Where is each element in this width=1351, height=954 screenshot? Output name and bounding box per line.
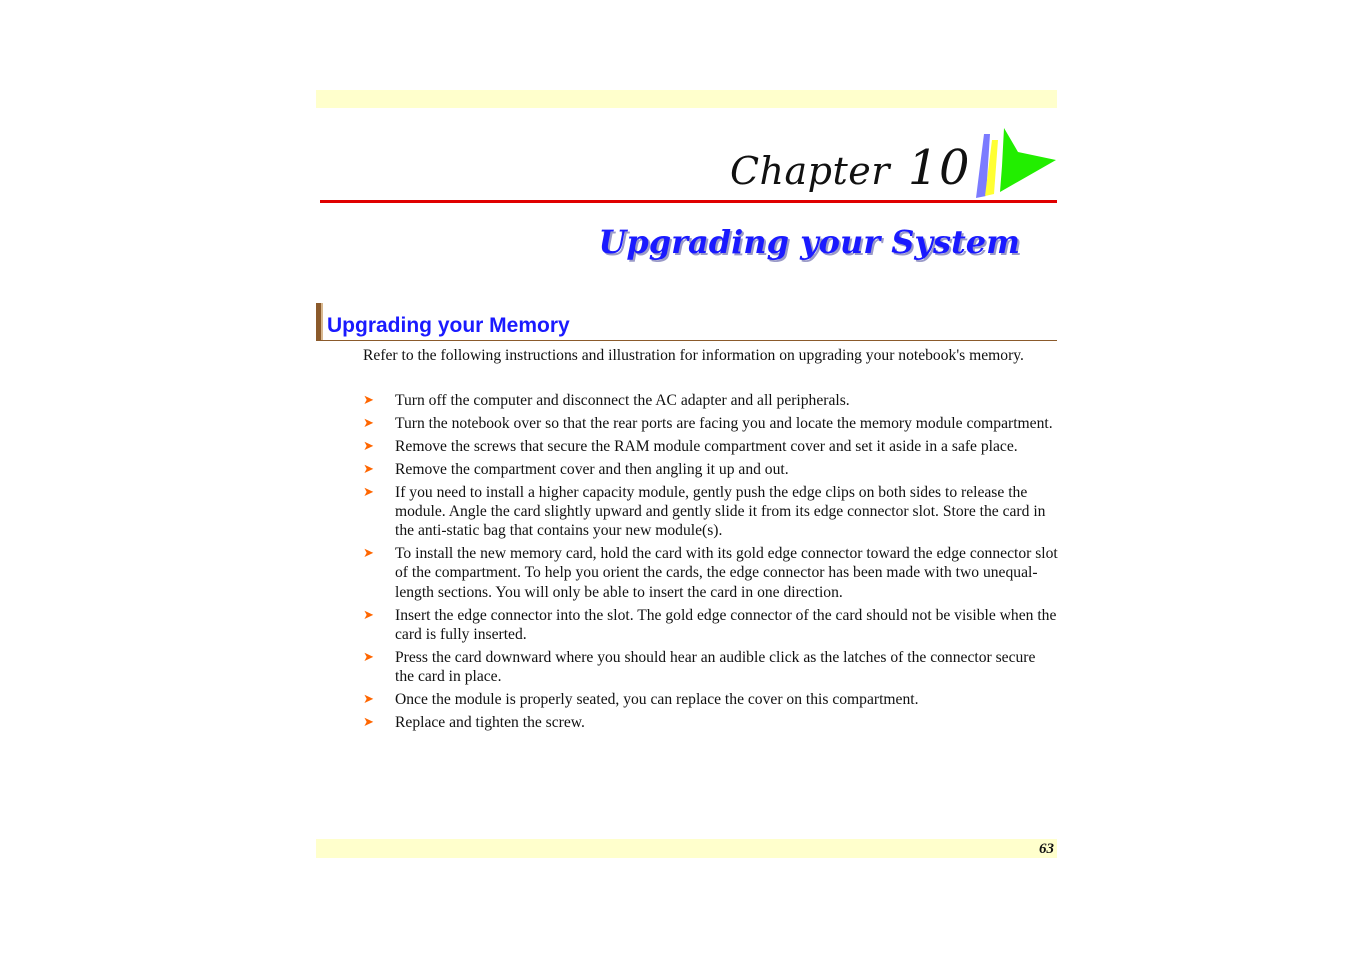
chapter-title: Upgrading your System: [598, 223, 1020, 261]
section-heading: Upgrading your Memory: [327, 314, 570, 337]
page-number: 63: [1039, 841, 1054, 857]
footer-band: [316, 839, 1057, 858]
step-text: Remove the screws that secure the RAM module compartment cover and set it aside in a safe place.: [395, 437, 1018, 455]
step-text: Once the module is properly seated, you can replace the cover on this compartment.: [395, 690, 919, 708]
chapter-flag-logo-icon: [974, 126, 1058, 200]
list-item: [363, 713, 1058, 732]
list-item: [363, 460, 1058, 479]
arrowhead-bullet-icon: ➤: [363, 393, 374, 408]
chapter-label: [700, 138, 970, 201]
step-text: Replace and tighten the screw.: [395, 713, 585, 731]
step-text: Remove the compartment cover and then angling it up and out.: [395, 460, 789, 478]
arrowhead-bullet-icon: ➤: [363, 484, 374, 500]
intro-paragraph: Refer to the following instructions and illustration for information on upgrading your notebook's memory.: [363, 347, 1024, 364]
list-item: [363, 414, 1058, 433]
list-item: [363, 437, 1058, 456]
arrowhead-bullet-icon: ➤: [363, 691, 374, 707]
step-text: Insert the edge connector into the slot. The gold edge connector of the card should not be visible when the card is fully inserted.: [395, 606, 1057, 643]
arrowhead-bullet-icon: ➤: [363, 546, 374, 562]
step-text: To install the new memory card, hold the card with its gold edge connector toward the edge connector slot of the compartment. To help you orient the cards, the edge connector has been made with two unequal-length sections. You will only be able to insert the card in one direction.: [395, 545, 1058, 601]
step-text: If you need to install a higher capacity module, gently push the edge clips on both sides to release the module. Angle the card slightly upward and gently slide it from its edge connector slot. Store the card in the anti-static bag that contains your new module(s).: [395, 483, 1046, 540]
arrowhead-bullet-icon: ➤: [363, 461, 374, 477]
step-text: Turn off the computer and disconnect the AC adapter and all peripherals.: [395, 392, 850, 409]
step-text: Press the card downward where you should hear an audible click as the latches of the connector secure the card in place.: [395, 648, 1036, 686]
chapter-word: Chapter: [729, 149, 890, 193]
header-band: [316, 90, 1057, 108]
logo-green-wing: [1000, 128, 1056, 192]
list-item: [363, 391, 1058, 410]
list-item: [363, 690, 1058, 709]
step-text: Turn the notebook over so that the rear ports are facing you and locate the memory module compartment.: [395, 414, 1053, 432]
list-item: [363, 544, 1058, 602]
arrowhead-bullet-icon: ➤: [363, 415, 374, 431]
list-item: [363, 648, 1058, 687]
arrowhead-bullet-icon: ➤: [363, 607, 374, 623]
chapter-divider: [320, 200, 1057, 203]
step-list: [363, 391, 1058, 736]
section-marker: [316, 303, 323, 341]
section-underline: [316, 340, 1057, 341]
arrowhead-bullet-icon: ➤: [363, 714, 374, 730]
chapter-number: 10: [907, 140, 970, 196]
list-item: [363, 606, 1058, 645]
list-item: [363, 483, 1058, 541]
arrowhead-bullet-icon: ➤: [363, 649, 374, 665]
arrowhead-bullet-icon: ➤: [363, 438, 374, 454]
